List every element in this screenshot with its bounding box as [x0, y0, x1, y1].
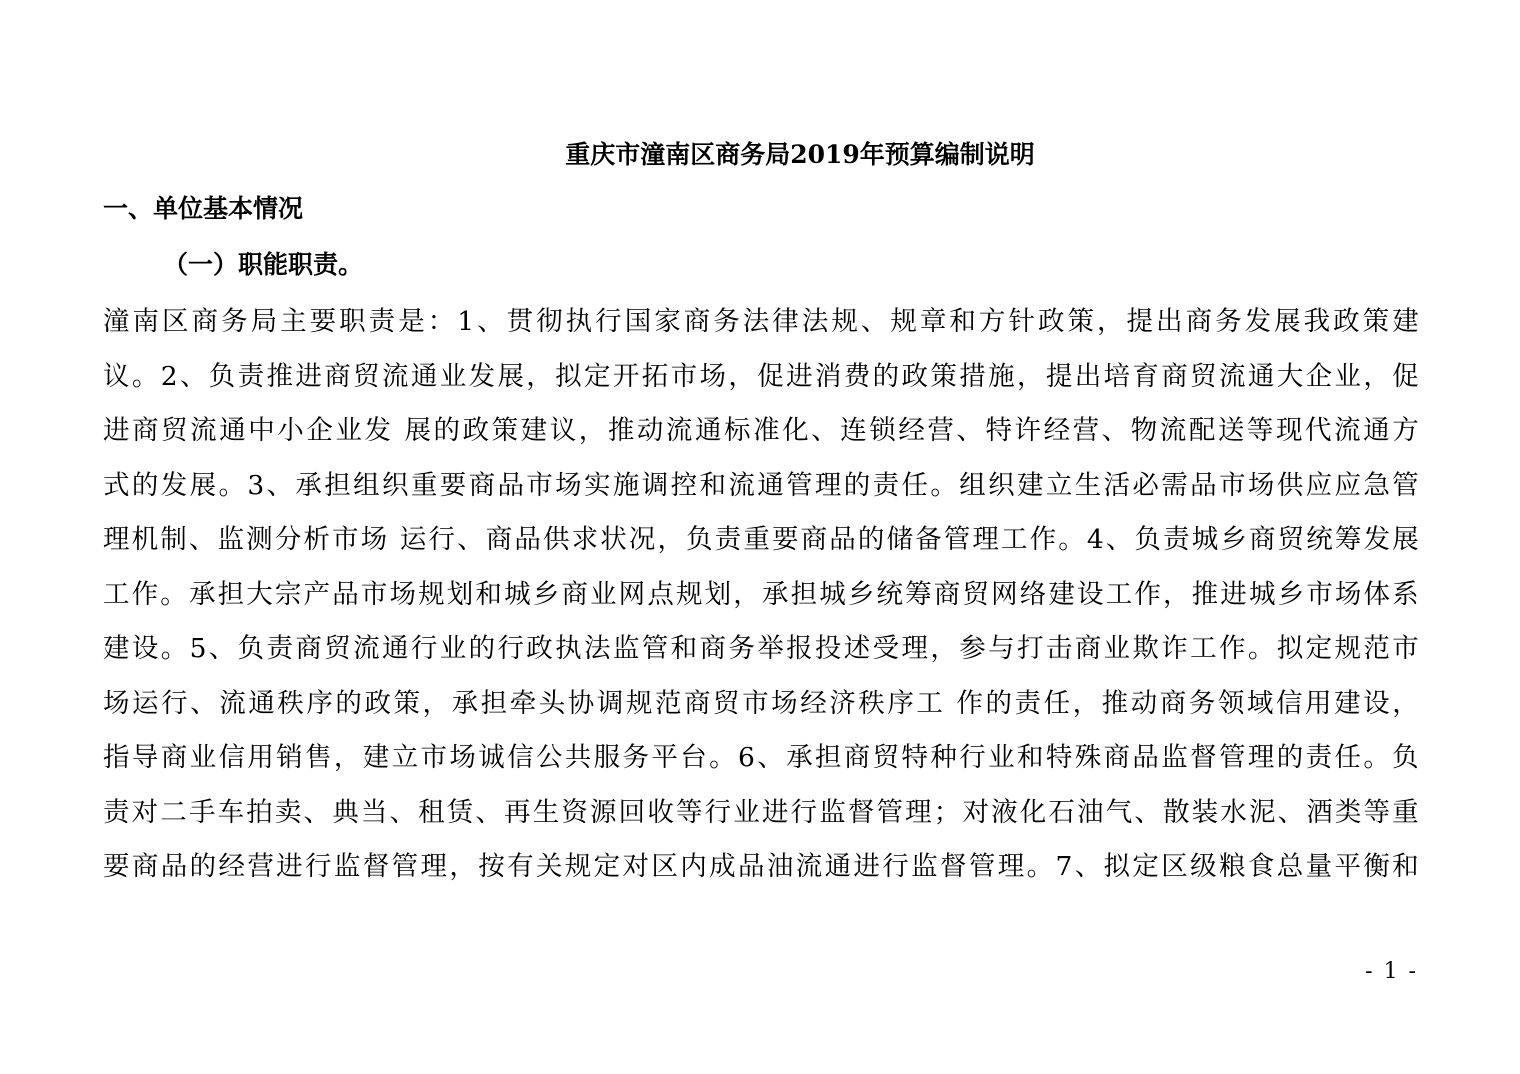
body-line: 议。2、负责推进商贸流通业发展，拟定开拓市场，促进消费的政策措施，提出培育商贸流通大企业，促 [103, 360, 1419, 392]
body-line: 潼南区商务局主要职责是：1、贯彻执行国家商务法律法规、规章和方针政策，提出商务发展我政策建 [103, 306, 1419, 337]
body-paragraph [103, 300, 1419, 900]
body-line: 理机制、监测分析市场 运行、商品供求状况，负责重要商品的储备管理工作。4、负责城乡商贸统筹发展 [103, 524, 1419, 555]
body-line: 责对二手车拍卖、典当、租赁、再生资源回收等行业进行监督管理；对液化石油气、散装水泥、酒类等重 [103, 796, 1419, 828]
body-line: 式的发展。3、承担组织重要商品市场实施调控和流通管理的责任。组织建立生活必需品市场供应应急管 [103, 469, 1419, 501]
body-line: 工作。承担大宗产品市场规划和城乡商业网点规划，承担城乡统筹商贸网络建设工作，推进城乡市场体系 [103, 578, 1419, 610]
body-line: 指导商业信用销售，建立市场诚信公共服务平台。6、承担商贸特种行业和特殊商品监督管理的责任。负 [103, 742, 1419, 773]
body-line: 建设。5、负责商贸流通行业的行政执法监管和商务举报投述受理，参与打击商业欺诈工作。拟定规范市 [103, 633, 1419, 664]
body-line: 场运行、流通秩序的政策，承担牵头协调规范商贸市场经济秩序工 作的责任，推动商务领域信用建设， [103, 687, 1419, 719]
subsection-heading: （一）职能职责。 [163, 250, 364, 279]
section-heading: 一、单位基本情况 [103, 194, 304, 223]
body-line: 要商品的经营进行监督管理，按有关规定对区内成品油流通进行监督管理。7、拟定区级粮食总量平衡和 [103, 851, 1419, 882]
body-line: 进商贸流通中小企业发 展的政策建议，推动流通标准化、连锁经营、特许经营、物流配送等现代流通方 [103, 415, 1419, 446]
document-title: 重庆市潼南区商务局2019年预算编制说明 [565, 140, 1035, 169]
page-number: - 1 - [1365, 959, 1418, 984]
